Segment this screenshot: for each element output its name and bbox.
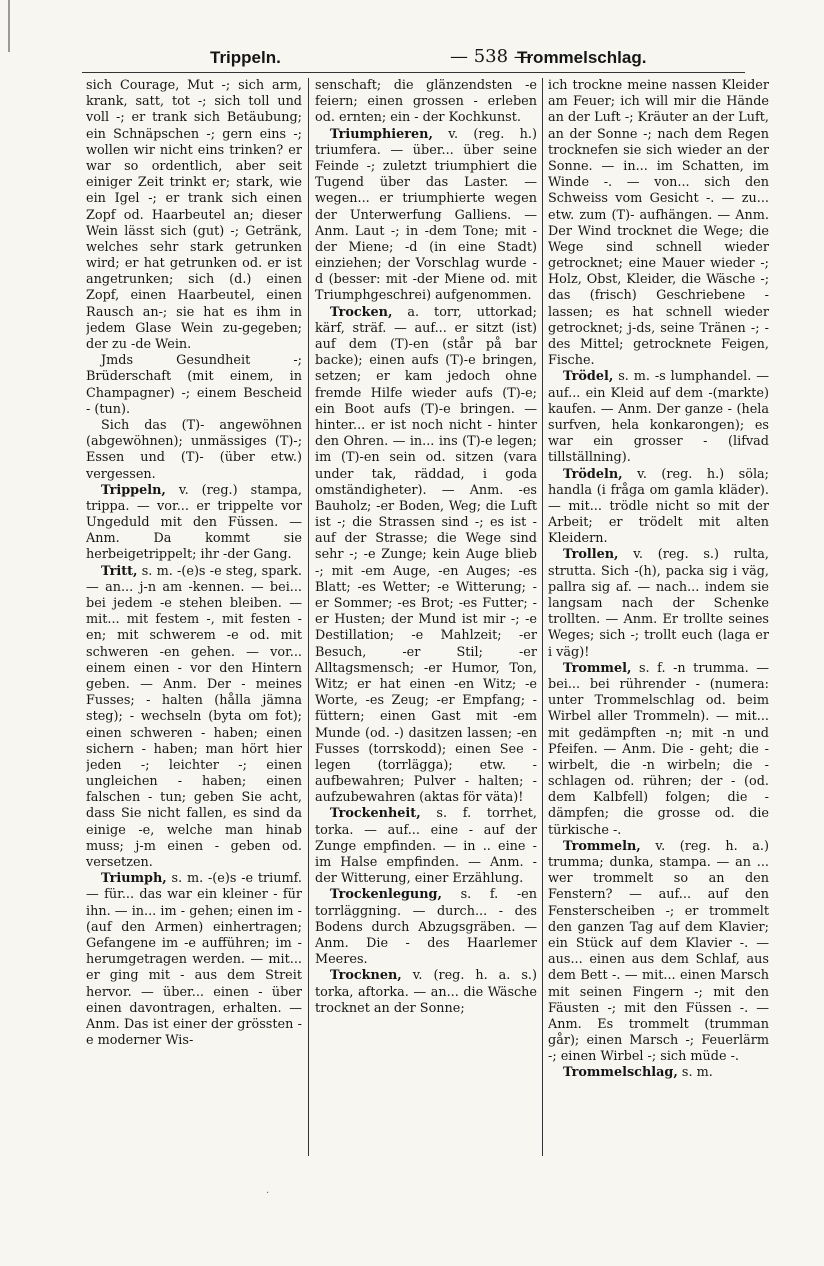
dictionary-entry: Trocken, a. torr, uttorkad; kärf, sträf. — auf... er sitzt (ist) auf dem (T)-en (står på bar backe); einen aufs (T)-e bringen, setzen; er kam jedoch ohne fremde Hilfe wieder aufs (T)-e; ein Boot aufs (T)-e bringen. — hinter... er ist noch nicht - hinter den Ohren. — in... ins (T)-e legen; im (T)-en sein od. sitzen (vara under tak, räddad, i goda omständigheter). — Anm. -es Bauholz; -er Boden, Weg; die Luft ist -; die Strassen sind -; es ist - auf der Strasse; die Wege sind sehr -; -e Zunge; kein Auge blieb -; mit -em Auge, -en Auges; -es Blatt; -es Wetter; -e Witterung; -er Sommer; -es Brot; -es Futter; -er Husten; der Mund ist mir -; -e Destillation; -e Mahlzeit; -er Besuch, -er Stil; -er Alltagsmensch; -er Humor, Ton, Witz; er hat einen -en Witz; -e Worte, -es Zeug; -er Empfang; - füttern; einen Gast mit -em Munde (od. -) dasitzen lassen; -en Fusses (torrskodd); einen See -legen (torrlägga); etw. - aufbewahren; Pulver - halten; - aufzubewahren (aktas för väta)! xyxy=(315,304,537,806)
headword: Trommelschlag, xyxy=(563,1065,678,1081)
header-right-guideword: Trommelschlag. xyxy=(517,48,647,67)
headword: Trockenlegung, xyxy=(330,887,442,903)
headword: Triumph, xyxy=(101,871,167,887)
column-2 xyxy=(315,78,537,1158)
dictionary-entry: Trollen, v. (reg. s.) rulta, strutta. Sich -(h), packa sig i väg, pallra sig af. — nach... indem sie langsam nach der Schenke trollten. — Anm. Er trollte seines Weges; sich -; trollt euch (laga er i väg)! xyxy=(548,547,769,660)
dictionary-entry: Trommel, s. f. -n trumma. — bei... bei rührender - (numera: unter Trommelschlag od. beim Wirbel aller Trommeln). — mit... mit gedämpften -n; mit -n und Pfeifen. — Anm. Die - geht; die - wirbelt, die -n wirbeln; die - schlagen od. rühren; der - (od. dem Kalbfell) folgen; die - dämpfen; die grosse od. die türkische -. xyxy=(548,660,769,838)
column-divider xyxy=(542,78,543,1156)
column-divider xyxy=(308,78,309,1156)
dictionary-entry: Trödeln, v. (reg. h.) söla; handla (i fråga om gamla kläder). — mit... trödle nicht so mit der Arbeit; er trödelt mit alten Kleidern. xyxy=(548,466,769,547)
dictionary-entry: Trommeln, v. (reg. h. a.) trumma; dunka, stampa. — an ... wer trommelt so an den Fenstern? — auf... auf den Fensterscheiben -; er trommelt den ganzen Tag auf dem Klavier; ein Stück auf dem Klavier -. — aus... einen aus dem Schlaf, aus dem Bett -. — mit... einen Marsch mit seinen Fingern -; mit den Fäusten -; mit den Füssen -. — Anm. Es trommelt (trumman går); einen Marsch -; Feuerlärm -; einen Wirbel -; sich müde -. xyxy=(548,838,769,1065)
headword: Trocknen, xyxy=(330,968,402,984)
page-number: — 538 — xyxy=(450,46,532,67)
dictionary-entry: Trödel, s. m. -s lumphandel. — auf... ein Kleid auf dem -(markte) kaufen. — Anm. Der ganze - (hela surfven, hela konkarongen); es war ein grosser - (lifvad tillställning). xyxy=(548,369,769,466)
column-1 xyxy=(86,78,302,1158)
headword: Tritt, xyxy=(101,563,138,579)
dictionary-entry: Trommelschlag, s. m. xyxy=(563,1065,713,1081)
entry-paragraph: Sich das (T)- angewöhnen (abgewöhnen); unmässiges (T)-; Essen und (T)- (über etw.) vergessen. xyxy=(86,417,302,482)
headword: Trödeln, xyxy=(563,466,623,482)
entry-paragraph: sich Courage, Mut -; sich arm, krank, satt, tot -; sich toll und voll -; er trank sich Betäubung; ein Schnäpschen -; gern eins -; wollen wir nicht eins trinken? er war so ordentlich, aber seit einiger Zeit trinkt er; stark, wie ein Igel -; er trank sich einen Zopf od. Haarbeutel an; dieser Wein lässt sich (gut) -; Getränk, welches sehr stark getrunken wird; er hat getrunken od. er ist angetrunken; sich (d.) einen Zopf, einen Haarbeutel, einen Rausch an-; sie hat es ihm in jedem Glase Wein zu-gegeben; der zu -de Wein. xyxy=(86,78,302,352)
dictionary-entry: Triumph, s. m. -(e)s -e triumf. — für... das war ein kleiner - für ihn. — in... im - gehen; einen im - (auf den Armen) einhertragen; Gefangene im -e aufführen; im - herumgetragen werden. — mit... er ging mit - aus dem Streit hervor. — über... einen - über einen davontragen, erhalten. — Anm. Das ist einer der grössten -e moderner Wis- xyxy=(86,871,302,1049)
dictionary-entry: Triumphieren, v. (reg. h.) triumfera. — über... über seine Feinde -; zuletzt triumphiert die Tugend über das Laster. — wegen... er triumphierte wegen der Unterwerfung Galliens. — Anm. Laut -; in -dem Tone; mit -der Miene; -d (in eine Stadt) einziehen; der Vorschlag wurde -d (besser: mit -der Miene od. mit Triumphgeschrei) aufgenommen. xyxy=(315,126,537,304)
headword: Trollen, xyxy=(563,547,619,563)
header-left-guideword: Trippeln. xyxy=(210,48,281,67)
headword: Trocken, xyxy=(330,304,393,320)
headword: Triumphieren, xyxy=(330,126,433,142)
entry-paragraph: senschaft; die glänzendsten -e feiern; einen grossen - erleben od. ernten; ein - der Kochkunst. xyxy=(315,78,537,126)
dictionary-entry: Trockenlegung, s. f. -en torrläggning. — durch... - des Bodens durch Abzugsgräben. — Anm. Die - des Haarlemer Meeres. xyxy=(315,887,537,968)
headword: Trommel, xyxy=(563,660,632,676)
dictionary-entry: Trippeln, v. (reg.) stampa, trippa. — vor... er trippelte vor Ungeduld mit den Füssen. — Anm. Da kommt sie herbeigetrippelt; ihr -der Gang. xyxy=(86,482,302,563)
entry-paragraph: Jmds Gesundheit -; Brüderschaft (mit einem, in Champagner) -; einem Bescheid - (tun). xyxy=(86,353,302,417)
headword: Trippeln, xyxy=(101,482,166,498)
print-mark: · xyxy=(266,1188,270,1199)
page-header xyxy=(60,48,760,74)
header-rule xyxy=(82,72,745,73)
entry-paragraph: ich trockne meine nassen Kleider am Feuer; ich will mir die Hände an der Luft -; Kräuter an der Luft, an der Sonne -; nach dem Regen trocknefen sie sich wieder an der Sonne. — in... im Schatten, im Winde -. — von... sich den Schweiss vom Gesicht -. — zu... etw. zum (T)- aufhängen. — Anm. Der Wind trocknet die Wege; die Wege sind schnell wieder getrocknet; eine Mauer wieder -; Holz, Obst, Kleider, die Wäsche -; das (frisch) Geschriebene - lassen; es hat schnell wieder getrocknet; j-ds, seine Tränen -; -des Mittel; getrocknete Feigen, Fische. xyxy=(548,78,769,369)
headword: Trommeln, xyxy=(563,838,641,854)
headword: Trockenheit, xyxy=(330,806,421,822)
dictionary-entry: Tritt, s. m. -(e)s -e steg, spark. — an... j-n am -kennen. — bei... bei jedem -e stehen bleiben. — mit... mit festem -, mit festen -en; mit schwerem -e od. mit schweren -en gehen. — vor... einem einen - vor den Hintern geben. — Anm. Der - meines Fusses; - halten (hålla jämna steg); - wechseln (byta om fot); einen schweren - haben; einen sichern - haben; man hört hier jeden -; leichter -; einen ungleichen - haben; einen falschen - tun; geben Sie acht, dass Sie nicht fallen, es sind da einige -e, welche man hinab muss; j-m einen - geben od. versetzen. xyxy=(86,563,302,870)
dictionary-entry: Trockenheit, s. f. torrhet, torka. — auf... eine - auf der Zunge empfinden. — in .. eine - im Halse empfinden. — Anm. - der Witterung, einer Erzählung. xyxy=(315,806,537,887)
page-edge xyxy=(8,0,10,52)
column-3 xyxy=(548,78,769,1158)
headword: Trödel, xyxy=(563,369,614,385)
dictionary-entry: Trocknen, v. (reg. h. a. s.) torka, aftorka. — an... die Wäsche trocknet an der Sonne; xyxy=(315,968,537,1016)
